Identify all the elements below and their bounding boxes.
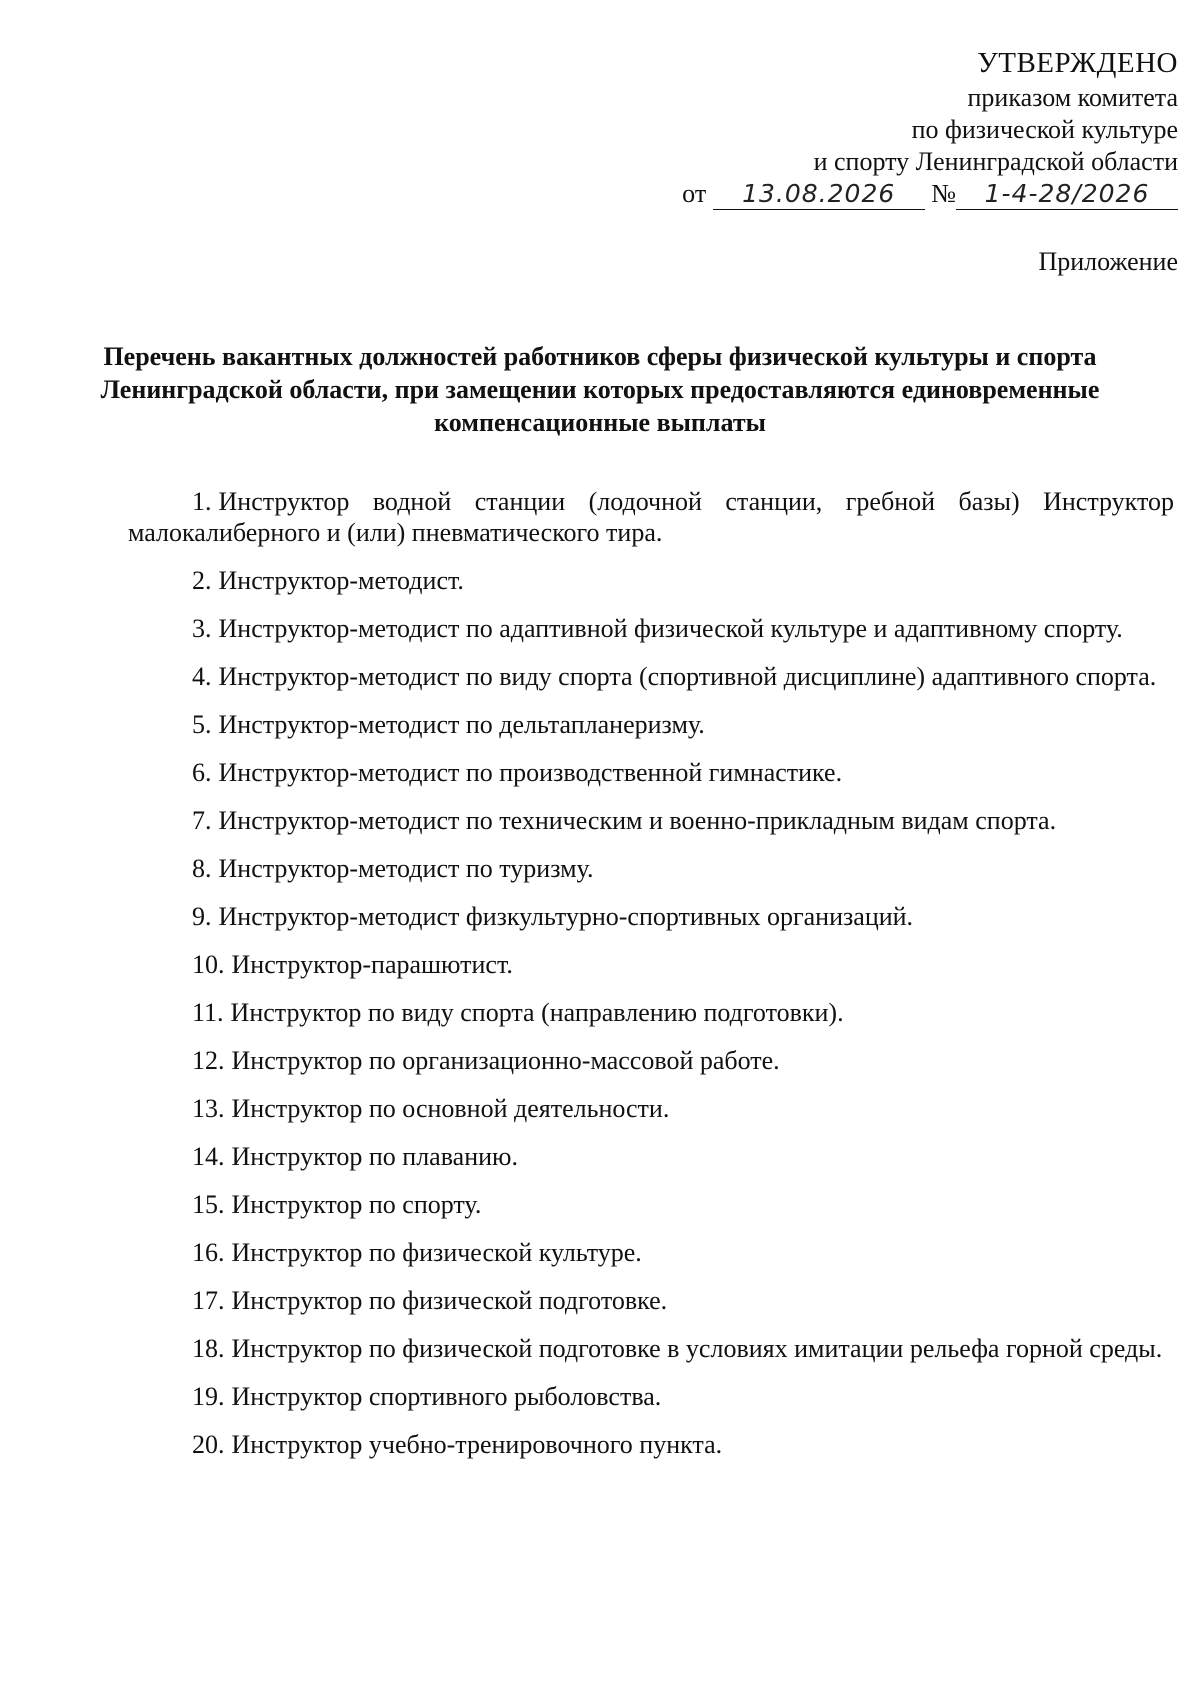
position-text: Инструктор учебно-тренировочного пункта.	[231, 1430, 723, 1459]
position-text: Инструктор по физической подготовке.	[231, 1286, 668, 1315]
position-text: Инструктор водной станции (лодочной станции, гребной базы) Инструктор малокалиберного и (или) пневматического тира.	[128, 487, 1174, 547]
position-item	[128, 1093, 1174, 1124]
position-number: 2.	[192, 566, 212, 595]
date-prefix: от	[682, 179, 707, 208]
position-number: 1.	[192, 487, 212, 516]
order-date-number-line	[618, 178, 1178, 210]
position-item	[128, 1189, 1174, 1220]
position-text: Инструктор-методист.	[218, 566, 464, 595]
approval-line-1: приказом комитета	[967, 83, 1178, 112]
position-item	[128, 1429, 1174, 1460]
position-item	[128, 1045, 1174, 1076]
position-item	[128, 853, 1174, 884]
position-item	[128, 997, 1174, 1028]
position-item	[128, 1237, 1174, 1268]
position-number: 12.	[192, 1046, 225, 1075]
approval-line-3: и спорту Ленинградской области	[813, 147, 1178, 176]
position-item	[128, 901, 1174, 932]
position-text: Инструктор по физической подготовке в условиях имитации рельефа горной среды.	[231, 1334, 1163, 1363]
position-number: 14.	[192, 1142, 225, 1171]
position-number: 15.	[192, 1190, 225, 1219]
position-number: 6.	[192, 758, 212, 787]
position-item	[128, 565, 1174, 596]
position-item	[128, 1381, 1174, 1412]
position-text: Инструктор по виду спорта (направлению подготовки).	[230, 998, 844, 1027]
position-item	[128, 1285, 1174, 1316]
appendix-label: Приложение	[1038, 247, 1178, 276]
position-number: 3.	[192, 614, 212, 643]
position-number: 19.	[192, 1382, 225, 1411]
position-text: Инструктор по физической культуре.	[231, 1238, 642, 1267]
position-item	[128, 757, 1174, 788]
position-item	[128, 805, 1174, 836]
position-item	[128, 1141, 1174, 1172]
position-text: Инструктор по организационно-массовой работе.	[231, 1046, 780, 1075]
position-item	[128, 486, 1174, 548]
position-number: 17.	[192, 1286, 225, 1315]
position-text: Инструктор-методист физкультурно-спортивных организаций.	[218, 902, 914, 931]
position-number: 10.	[192, 950, 225, 979]
handwritten-order-number: 1-4-28/2026	[956, 179, 1178, 210]
positions-list	[128, 486, 1174, 1477]
position-item	[128, 661, 1174, 692]
number-prefix: №	[931, 179, 956, 208]
position-number: 16.	[192, 1238, 225, 1267]
position-text: Инструктор-методист по адаптивной физической культуре и адаптивному спорту.	[218, 614, 1123, 643]
position-number: 7.	[192, 806, 212, 835]
approval-block	[618, 44, 1178, 210]
position-number: 11.	[192, 998, 224, 1027]
position-text: Инструктор спортивного рыболовства.	[231, 1382, 662, 1411]
position-text: Инструктор по плаванию.	[231, 1142, 518, 1171]
position-text: Инструктор-методист по техническим и военно-прикладным видам спорта.	[218, 806, 1057, 835]
handwritten-date: 13.08.2026	[713, 179, 925, 210]
position-text: Инструктор-методист по туризму.	[218, 854, 594, 883]
position-item	[128, 613, 1174, 644]
approval-line-2: по физической культуре	[911, 115, 1178, 144]
position-number: 5.	[192, 710, 212, 739]
position-text: Инструктор-методист по виду спорта (спортивной дисциплине) адаптивного спорта.	[218, 662, 1157, 691]
position-text: Инструктор-методист по дельтапланеризму.	[218, 710, 705, 739]
position-text: Инструктор по спорту.	[231, 1190, 482, 1219]
position-number: 4.	[192, 662, 212, 691]
document-title: Перечень вакантных должностей работников сферы физической культуры и спорта Ленинградской области, при замещении которых предоставляются единовременные компенсационные выплаты	[100, 342, 1100, 437]
position-text: Инструктор по основной деятельности.	[231, 1094, 670, 1123]
position-text: Инструктор-парашютист.	[231, 950, 513, 979]
position-text: Инструктор-методист по производственной гимнастике.	[218, 758, 843, 787]
position-number: 9.	[192, 902, 212, 931]
position-number: 13.	[192, 1094, 225, 1123]
position-item	[128, 709, 1174, 740]
position-number: 18.	[192, 1334, 225, 1363]
position-item	[128, 949, 1174, 980]
approval-heading: УТВЕРЖДЕНО	[977, 47, 1178, 79]
position-number: 8.	[192, 854, 212, 883]
position-number: 20.	[192, 1430, 225, 1459]
position-item	[128, 1333, 1174, 1364]
